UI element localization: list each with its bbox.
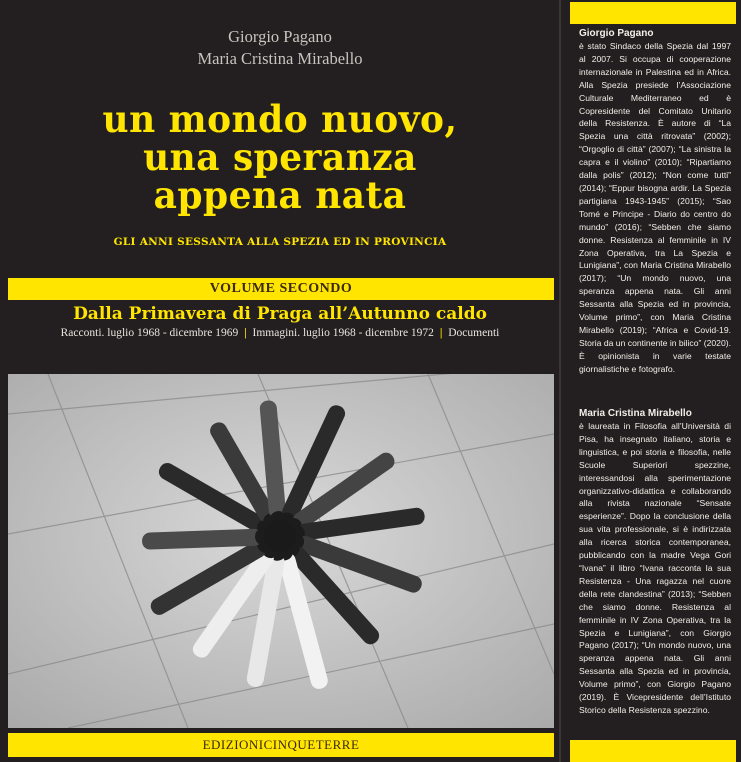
bio-text: è laureata in Filosofia all’Università di Pisa, ha insegnato italiano, storia e linguistica, e poi storia e filosofia, nelle Scuole Superiori spezzine, interessandosi alla sperimentazione organizzativo-didattica e collaborando alla rivista nazionale “Sensate esperienze”. Dopo la conclusione della sua vita professionale, si è indirizzata alla ricerca storica contemporanea, pubblicando con la madre Vega Gori “Ivana” il libro “Ivana racconta la sua Resistenza - Una ragazza nel cuore della rete clandestina” (2013); “Sebben che siamo donne. Resistenza al femminile in IV Zona Operativa, tra la Spezia e Lunigiana”, con Giorgio Pagano (2017); “Un mondo nuovo, una speranza appena nata. Gli anni Sessanta alla Spezia ed in provincia, Volume primo”, con Giorgio Pagano (2019). È Vicepresidente dell’Istituto Storico della Resistenza spezzino. <box>579 421 731 715</box>
bio-name: Giorgio Pagano <box>579 28 654 39</box>
contents-separator: | <box>439 327 443 339</box>
spine-divider <box>559 0 561 762</box>
contents-item: Documenti <box>448 327 500 339</box>
publisher-name: EDIZIONICINQUETERRE <box>202 737 360 752</box>
author-bio <box>579 407 731 717</box>
cover-photo <box>8 374 554 728</box>
book-title <box>8 97 551 217</box>
bio-name: Maria Cristina Mirabello <box>579 408 692 419</box>
publisher-band <box>8 733 554 757</box>
title-line: un mondo nuovo, <box>102 97 458 141</box>
author-name: Giorgio Pagano <box>228 27 332 46</box>
contents-item: Immagini. luglio 1968 - dicembre 1972 <box>252 327 434 339</box>
book-subtitle: GLI ANNI SESSANTA ALLA SPEZIA ED IN PROVINCIA <box>113 236 447 248</box>
title-line: una speranza <box>143 135 417 179</box>
volume-band <box>8 278 554 300</box>
volume-label: VOLUME SECONDO <box>209 281 353 296</box>
contents-separator: | <box>244 327 247 339</box>
bio-text: è stato Sindaco della Spezia dal 1997 al 2007. Si occupa di cooperazione internazionale in Palestina ed in Africa. Alla Spezia presiede l’Associazione Culturale Mediterraneo ed è Copresidente del Comitato Unitario della Resistenza. È autore di “La Spezia una città ritrovata” (2002); “Orgoglio di città” (2007); “La sinistra la capra e il violino” (2010); “Ripartiamo dalla polis” (2012); “Non come tutti” (2014); “Eppur bisogna ardir. La Spezia partigiana 1943-1945” (2015); “Sao Tomé e Principe - Diario do centro do mundo” (2016); “Sebben che siamo donne. Resistenza al femminile in IV Zona Operativa, tra La Spezia e Lunigiana”, con Maria Cristina Mirabello (2017); “Un mondo nuovo, una speranza appena nata. Gli anni Sessanta alla Spezia ed in provincia, Volume primo”, con Maria Cristina Mirabello (2019); “Africa e Covid-19. Storia da un continente in bilico” (2020). È opinionista in varie testate giornalistiche e fotografo. <box>579 41 731 374</box>
contents-line <box>0 327 560 339</box>
title-line: appena nata <box>153 173 407 217</box>
authors <box>0 26 560 70</box>
cover-photo-image <box>8 374 554 728</box>
volume-title: Dalla Primavera di Praga all’Autunno caldo <box>73 304 487 324</box>
back-cover-band-bottom <box>570 740 736 762</box>
author-name: Maria Cristina Mirabello <box>197 49 363 68</box>
contents-item: Racconti. luglio 1968 - dicembre 1969 <box>60 327 239 339</box>
back-cover-band-top <box>570 2 736 24</box>
author-bio <box>579 27 731 376</box>
